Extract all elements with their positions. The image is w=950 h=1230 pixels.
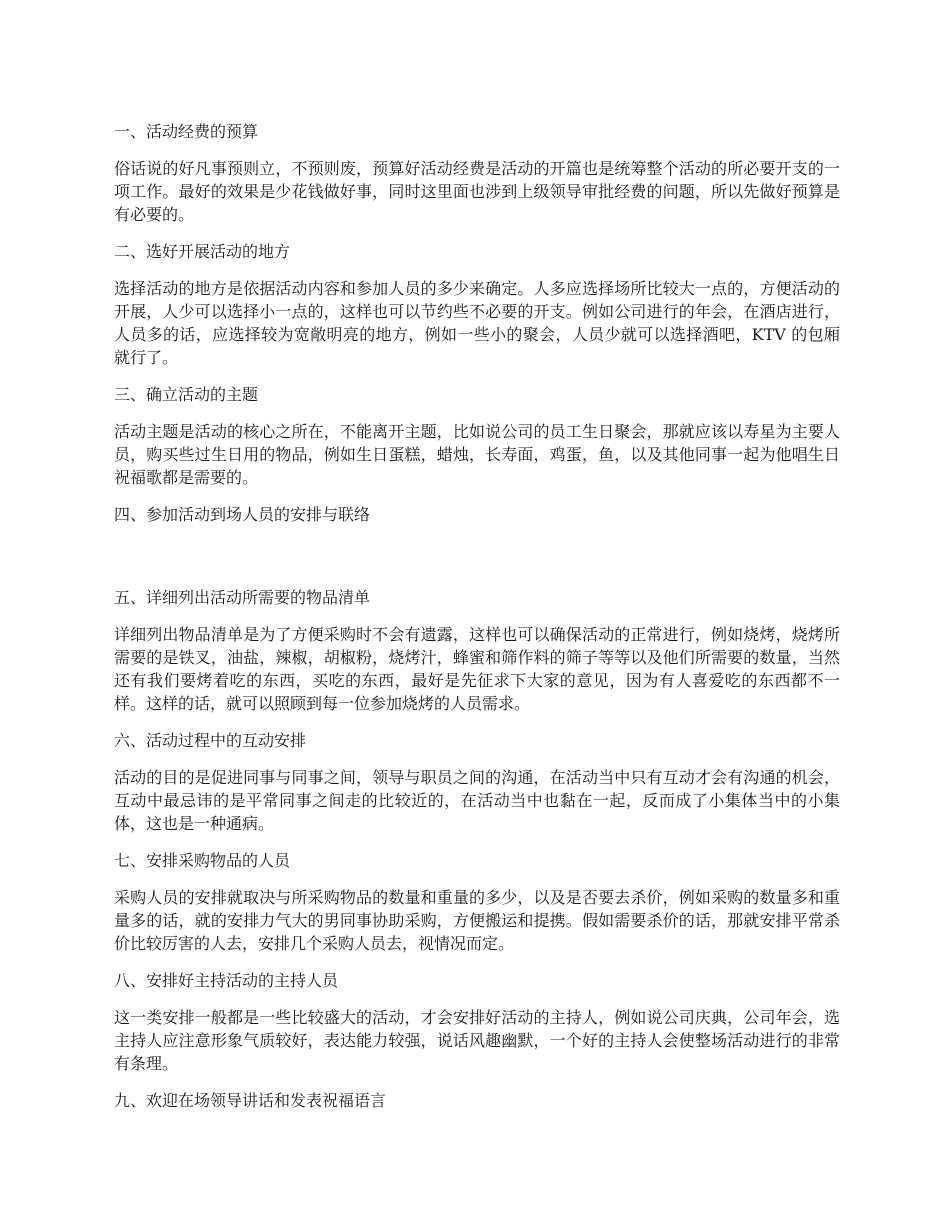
section-body-5: 详细列出物品清单是为了方便采购时不会有遗露，这样也可以确保活动的正常进行，例如烧烤，烧烤所需要的是铁叉，油盐，辣椒，胡椒粉，烧烤汁，蜂蜜和筛作料的筛子等等以及他们所需要的数量，当然还有我们要烤着吃的东西，买吃的东西，最好是先征求下大家的意见，因为有人喜爱吃的东西都不一样。这样的话，就可以照顾到每一位参加烧烤的人员需求。 <box>114 625 840 713</box>
section-heading-1: 一、活动经费的预算 <box>114 122 259 141</box>
section-heading-6: 六、活动过程中的互动安排 <box>114 731 307 750</box>
section-gap <box>114 540 840 586</box>
section-heading-7: 七、安排采购物品的人员 <box>114 851 291 870</box>
section-body-2: 选择活动的地方是依据活动内容和参加人员的多少来确定。人多应选择场所比较大一点的，方便活动的开展，人少可以选择小一点的，这样也可以节约些不必要的开支。例如公司进行的年会，在酒店进行，人员多的话，应选择较为宽敞明亮的地方，例如一些小的聚会，人员少就可以选择酒吧，KTV 的包厢就行了。 <box>114 279 840 367</box>
section-heading-2: 二、选好开展活动的地方 <box>114 242 291 261</box>
section-heading-4: 四、参加活动到场人员的安排与联络 <box>114 505 371 524</box>
section-body-8: 这一类安排一般都是一些比较盛大的活动，才会安排好活动的主持人，例如说公司庆典，公司年会，选主持人应注意形象气质较好，表达能力较强，说话风趣幽默，一个好的主持人会使整场活动进行的非常有条理。 <box>114 1008 840 1073</box>
section-heading-5: 五、详细列出活动所需要的物品清单 <box>114 588 371 607</box>
section-body-6: 活动的目的是促进同事与同事之间，领导与职员之间的沟通，在活动当中只有互动才会有沟通的机会，互动中最忌讳的是平常同事之间走的比较近的，在活动当中也黏在一起，反而成了小集体当中的小集体，这也是一种通病。 <box>114 768 840 833</box>
section-body-3: 活动主题是活动的核心之所在，不能离开主题，比如说公司的员工生日聚会，那就应该以寿星为主要人员，购买些过生日用的物品，例如生日蛋糕，蜡烛，长寿面，鸡蛋，鱼，以及其他同事一起为他唱生日祝福歌都是需要的。 <box>114 422 840 487</box>
section-body-7: 采购人员的安排就取决与所采购物品的数量和重量的多少，以及是否要去杀价，例如采购的数量多和重量多的话，就的安排力气大的男同事协助采购，方便搬运和提携。假如需要杀价的话，那就安排平常杀价比较厉害的人去，安排几个采购人员去，视情况而定。 <box>114 888 840 953</box>
document-page <box>114 120 840 1126</box>
section-heading-9: 九、欢迎在场领导讲话和发表祝福语言 <box>114 1091 387 1110</box>
section-heading-3: 三、确立活动的主题 <box>114 385 259 404</box>
section-body-1: 俗话说的好凡事预则立，不预则废，预算好活动经费是活动的开篇也是统筹整个活动的所必要开支的一项工作。最好的效果是少花钱做好事，同时这里面也涉到上级领导审批经费的问题，所以先做好预算是有必要的。 <box>114 159 840 224</box>
section-heading-8: 八、安排好主持活动的主持人员 <box>114 971 339 990</box>
